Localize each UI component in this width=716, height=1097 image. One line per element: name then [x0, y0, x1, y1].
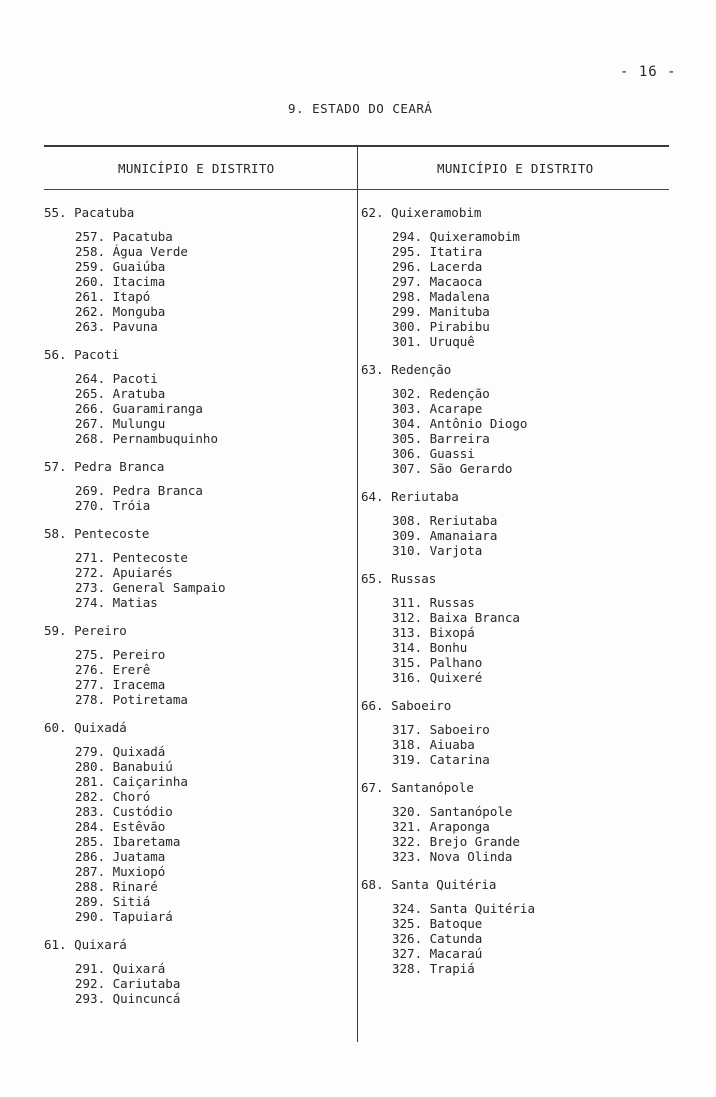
- district-item: 311. Russas: [392, 595, 475, 610]
- municipality-name: 68. Santa Quitéria: [361, 877, 497, 892]
- municipality-block: [361, 780, 661, 864]
- district-item: 264. Pacoti: [75, 371, 158, 386]
- district-list: [44, 483, 349, 513]
- district-item: 310. Varjota: [392, 543, 483, 558]
- municipality-block: [44, 937, 349, 1006]
- municipality-block: [44, 459, 349, 513]
- municipality-block: [361, 489, 661, 558]
- district-item: 287. Muxiopó: [75, 864, 166, 879]
- district-item: 317. Saboeiro: [392, 722, 490, 737]
- district-list: [361, 901, 661, 976]
- district-item: 318. Aiuaba: [392, 737, 475, 752]
- district-item: 326. Catunda: [392, 931, 483, 946]
- municipality-name: 62. Quixeramobim: [361, 205, 482, 220]
- district-item: 328. Trapiá: [392, 961, 475, 976]
- district-item: 293. Quincuncá: [75, 991, 181, 1006]
- district-list: [361, 804, 661, 864]
- district-item: 266. Guaramiranga: [75, 401, 203, 416]
- district-list: [361, 513, 661, 558]
- district-item: 280. Banabuiú: [75, 759, 173, 774]
- district-item: 265. Aratuba: [75, 386, 166, 401]
- district-list: [44, 371, 349, 446]
- district-item: 297. Macaoca: [392, 274, 483, 289]
- district-item: 301. Uruquê: [392, 334, 475, 349]
- district-item: 278. Potiretama: [75, 692, 188, 707]
- district-item: 286. Juatama: [75, 849, 166, 864]
- district-item: 295. Itatira: [392, 244, 483, 259]
- district-item: 308. Reriutaba: [392, 513, 498, 528]
- district-item: 323. Nova Olinda: [392, 849, 513, 864]
- district-item: 321. Araponga: [392, 819, 490, 834]
- district-list: [44, 647, 349, 707]
- district-item: 305. Barreira: [392, 431, 490, 446]
- municipality-block: [44, 347, 349, 446]
- district-item: 320. Santanópole: [392, 804, 513, 819]
- district-item: 302. Redenção: [392, 386, 490, 401]
- district-item: 306. Guassi: [392, 446, 475, 461]
- district-item: 259. Guaiúba: [75, 259, 166, 274]
- municipality-name: 61. Quixará: [44, 937, 127, 952]
- municipality-block: [44, 526, 349, 610]
- district-item: 296. Lacerda: [392, 259, 483, 274]
- district-item: 263. Pavuna: [75, 319, 158, 334]
- district-item: 261. Itapó: [75, 289, 151, 304]
- left-column-header: MUNICÍPIO E DISTRITO: [118, 161, 275, 176]
- district-item: 298. Madalena: [392, 289, 490, 304]
- district-item: 313. Bixopá: [392, 625, 475, 640]
- district-item: 315. Palhano: [392, 655, 483, 670]
- district-list: [44, 550, 349, 610]
- district-list: [361, 229, 661, 349]
- municipality-name: 67. Santanópole: [361, 780, 474, 795]
- district-item: 322. Brejo Grande: [392, 834, 520, 849]
- district-item: 269. Pedra Branca: [75, 483, 203, 498]
- left-column: [44, 205, 349, 1019]
- municipality-name: 65. Russas: [361, 571, 437, 586]
- state-title: 9. ESTADO DO CEARÁ: [288, 101, 433, 116]
- district-list: [44, 744, 349, 924]
- district-item: 273. General Sampaio: [75, 580, 226, 595]
- municipality-block: [44, 205, 349, 334]
- district-item: 282. Choró: [75, 789, 151, 804]
- district-item: 309. Amanaiara: [392, 528, 498, 543]
- district-item: 276. Ererê: [75, 662, 151, 677]
- header-rule: [44, 189, 669, 190]
- district-item: 270. Tróia: [75, 498, 151, 513]
- municipality-name: 66. Saboeiro: [361, 698, 452, 713]
- municipality-name: 59. Pereiro: [44, 623, 127, 638]
- district-item: 325. Batoque: [392, 916, 483, 931]
- municipality-block: [44, 623, 349, 707]
- district-item: 292. Cariutaba: [75, 976, 181, 991]
- municipality-name: 57. Pedra Branca: [44, 459, 165, 474]
- district-item: 290. Tapuiará: [75, 909, 173, 924]
- district-item: 271. Pentecoste: [75, 550, 188, 565]
- district-item: 324. Santa Quitéria: [392, 901, 535, 916]
- district-item: 304. Antônio Diogo: [392, 416, 528, 431]
- right-column-header: MUNICÍPIO E DISTRITO: [437, 161, 594, 176]
- municipality-name: 58. Pentecoste: [44, 526, 150, 541]
- district-list: [44, 229, 349, 334]
- district-item: 284. Estêvão: [75, 819, 166, 834]
- district-item: 267. Mulungu: [75, 416, 166, 431]
- district-item: 294. Quixeramobim: [392, 229, 520, 244]
- municipality-block: [361, 362, 661, 476]
- district-item: 312. Baixa Branca: [392, 610, 520, 625]
- municipality-block: [361, 571, 661, 685]
- district-list: [44, 961, 349, 1006]
- district-item: 258. Água Verde: [75, 244, 188, 259]
- district-item: 288. Rinaré: [75, 879, 158, 894]
- district-item: 262. Monguba: [75, 304, 166, 319]
- municipality-block: [361, 877, 661, 976]
- district-item: 300. Pirabibu: [392, 319, 490, 334]
- municipality-block: [44, 720, 349, 924]
- district-list: [361, 386, 661, 476]
- right-column: [361, 205, 661, 989]
- district-item: 299. Manituba: [392, 304, 490, 319]
- district-list: [361, 722, 661, 767]
- municipality-name: 60. Quixadá: [44, 720, 127, 735]
- page-number: - 16 -: [620, 64, 677, 80]
- district-item: 268. Pernambuquinho: [75, 431, 218, 446]
- district-item: 257. Pacatuba: [75, 229, 173, 244]
- district-item: 272. Apuiarés: [75, 565, 173, 580]
- district-item: 314. Bonhu: [392, 640, 468, 655]
- district-item: 285. Ibaretama: [75, 834, 181, 849]
- municipality-name: 64. Reriutaba: [361, 489, 459, 504]
- district-item: 291. Quixará: [75, 961, 166, 976]
- district-item: 327. Macaraú: [392, 946, 483, 961]
- district-item: 274. Matias: [75, 595, 158, 610]
- municipality-name: 56. Pacoti: [44, 347, 120, 362]
- district-item: 307. São Gerardo: [392, 461, 513, 476]
- district-item: 279. Quixadá: [75, 744, 166, 759]
- district-item: 260. Itacima: [75, 274, 166, 289]
- district-item: 303. Acarape: [392, 401, 483, 416]
- district-item: 281. Caiçarinha: [75, 774, 188, 789]
- column-divider: [357, 146, 358, 1042]
- municipality-name: 55. Pacatuba: [44, 205, 135, 220]
- district-item: 289. Sitiá: [75, 894, 151, 909]
- district-item: 319. Catarina: [392, 752, 490, 767]
- municipality-block: [361, 698, 661, 767]
- municipality-block: [361, 205, 661, 349]
- district-item: 275. Pereiro: [75, 647, 166, 662]
- district-item: 316. Quixeré: [392, 670, 483, 685]
- municipality-name: 63. Redenção: [361, 362, 452, 377]
- district-item: 283. Custódio: [75, 804, 173, 819]
- district-list: [361, 595, 661, 685]
- district-item: 277. Iracema: [75, 677, 166, 692]
